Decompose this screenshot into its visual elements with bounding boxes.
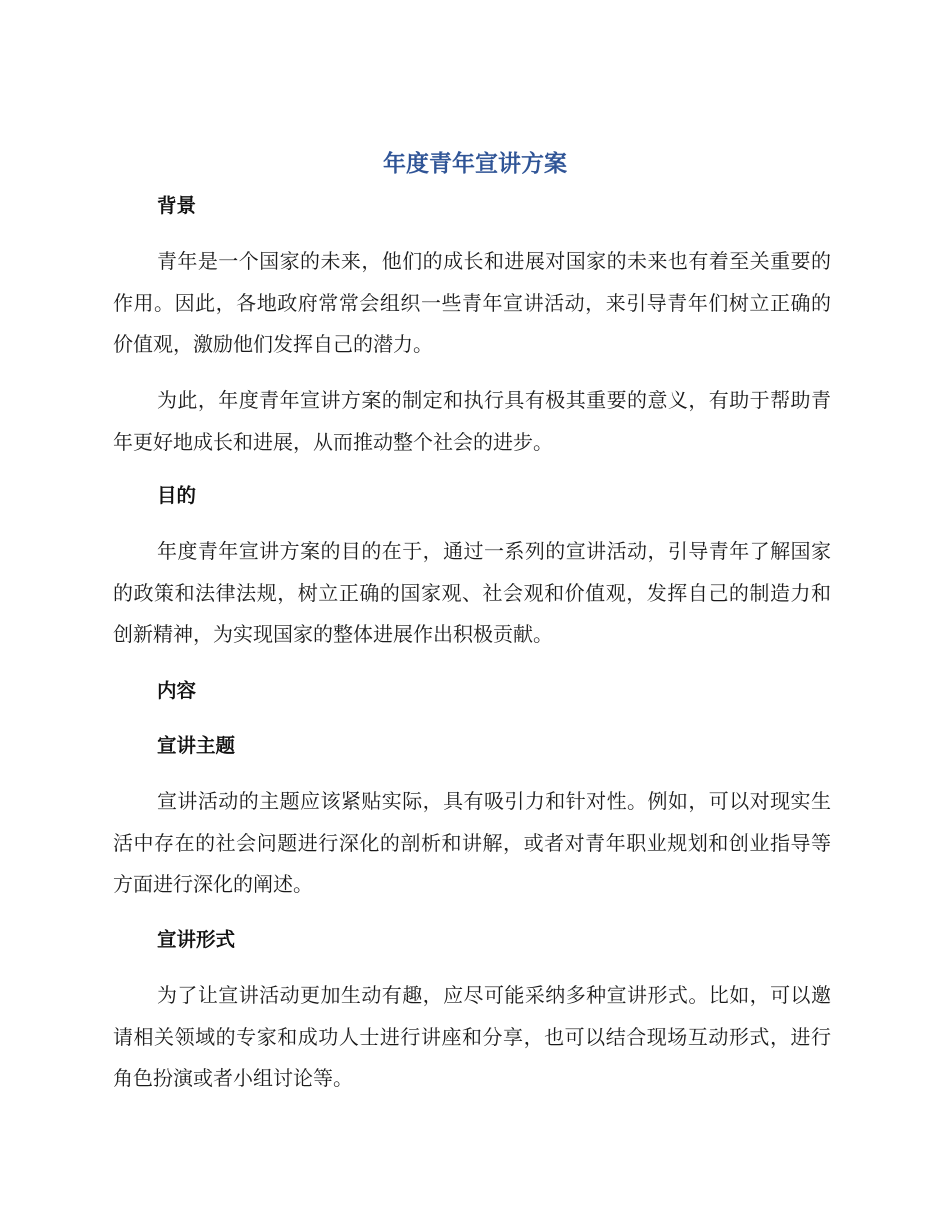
- background-paragraph-2: 为此，年度青年宣讲方案的制定和执行具有极其重要的意义，有助于帮助青年更好地成长和进展，从而推动整个社会的进步。: [113, 388, 831, 454]
- section-heading-purpose: 目的: [157, 484, 197, 507]
- section-heading-format: 宣讲形式: [157, 928, 236, 951]
- background-paragraph-1: 青年是一个国家的未来，他们的成长和进展对国家的未来也有着至关重要的作用。因此，各地政府常常会组织一些青年宣讲活动，来引导青年们树立正确的价值观，激励他们发挥自己的潜力。: [113, 249, 831, 356]
- topic-paragraph: 宣讲活动的主题应该紧贴实际，具有吸引力和针对性。例如，可以对现实生活中存在的社会问题进行深化的剖析和讲解，或者对青年职业规划和创业指导等方面进行深化的阐述。: [113, 789, 831, 896]
- document-title: 年度青年宣讲方案: [383, 151, 567, 177]
- section-heading-content: 内容: [157, 679, 197, 702]
- section-heading-topic: 宣讲主题: [157, 734, 236, 757]
- format-paragraph: 为了让宣讲活动更加生动有趣，应尽可能采纳多种宣讲形式。比如，可以邀请相关领域的专家和成功人士进行讲座和分享，也可以结合现场互动形式，进行角色扮演或者小组讨论等。: [113, 983, 831, 1090]
- section-heading-background: 背景: [157, 194, 197, 217]
- purpose-paragraph: 年度青年宣讲方案的目的在于，通过一系列的宣讲活动，引导青年了解国家的政策和法律法规，树立正确的国家观、社会观和价值观，发挥自己的制造力和创新精神，为实现国家的整体进展作出积极贡献。: [113, 539, 831, 646]
